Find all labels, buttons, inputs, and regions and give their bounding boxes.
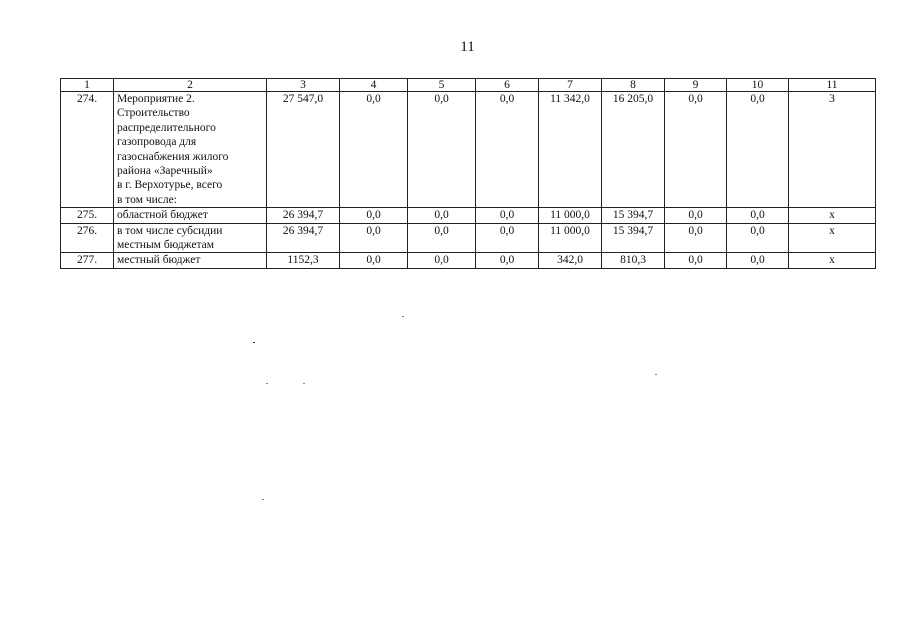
description-line: местный бюджет bbox=[117, 254, 201, 267]
column-header: 5 bbox=[408, 79, 476, 92]
value-cell: 342,0 bbox=[539, 253, 602, 268]
value-cell: 0,0 bbox=[476, 92, 539, 208]
column-header: 2 bbox=[114, 79, 267, 92]
budget-table bbox=[60, 78, 876, 269]
value-cell: 26 394,7 bbox=[267, 208, 340, 223]
value-cell: 0,0 bbox=[408, 92, 476, 208]
table-row bbox=[61, 253, 876, 268]
description-line: в том числе: bbox=[117, 193, 177, 206]
value-cell: 0,0 bbox=[340, 223, 408, 253]
description-line: распределительного bbox=[117, 121, 216, 134]
description-line: областной бюджет bbox=[117, 209, 208, 222]
value-cell: 27 547,0 bbox=[267, 92, 340, 208]
scan-speck bbox=[655, 374, 657, 375]
description-line: района «Заречный» bbox=[117, 165, 213, 178]
row-description bbox=[114, 223, 267, 253]
column-header: 1 bbox=[61, 79, 114, 92]
row-number: 277. bbox=[61, 253, 114, 268]
value-cell: 0,0 bbox=[408, 253, 476, 268]
value-cell: х bbox=[789, 208, 876, 223]
row-description bbox=[114, 208, 267, 223]
value-cell: 0,0 bbox=[476, 208, 539, 223]
value-cell: 0,0 bbox=[340, 208, 408, 223]
value-cell: 0,0 bbox=[665, 92, 727, 208]
value-cell: 0,0 bbox=[665, 208, 727, 223]
description-line: местным бюджетам bbox=[117, 239, 214, 252]
description-line: в г. Верхотурье, всего bbox=[117, 179, 223, 192]
value-cell: 0,0 bbox=[408, 223, 476, 253]
value-cell: 0,0 bbox=[727, 253, 789, 268]
value-cell: 0,0 bbox=[727, 92, 789, 208]
table-row bbox=[61, 223, 876, 253]
value-cell: 3 bbox=[789, 92, 876, 208]
value-cell: 0,0 bbox=[727, 208, 789, 223]
value-cell: 1152,3 bbox=[267, 253, 340, 268]
value-cell: 26 394,7 bbox=[267, 223, 340, 253]
value-cell: 11 000,0 bbox=[539, 223, 602, 253]
value-cell: 0,0 bbox=[476, 253, 539, 268]
row-description bbox=[114, 253, 267, 268]
description-line: Мероприятие 2. bbox=[117, 93, 195, 105]
scan-speck bbox=[253, 342, 255, 343]
row-description bbox=[114, 92, 267, 208]
header-row bbox=[61, 79, 876, 92]
value-cell: 0,0 bbox=[727, 223, 789, 253]
scan-speck bbox=[262, 499, 264, 500]
column-header: 7 bbox=[539, 79, 602, 92]
description-line: Строительство bbox=[117, 107, 190, 120]
value-cell: 0,0 bbox=[340, 92, 408, 208]
description-line: газоснабжения жилого bbox=[117, 150, 229, 163]
description-line: в том числе субсидии bbox=[117, 224, 223, 237]
row-number: 274. bbox=[61, 92, 114, 208]
value-cell: 16 205,0 bbox=[602, 92, 665, 208]
page-number: 11 bbox=[460, 39, 475, 55]
value-cell: 11 342,0 bbox=[539, 92, 602, 208]
table-row bbox=[61, 208, 876, 223]
column-header: 9 bbox=[665, 79, 727, 92]
column-header: 11 bbox=[789, 79, 876, 92]
column-header: 3 bbox=[267, 79, 340, 92]
column-header: 6 bbox=[476, 79, 539, 92]
description-line: газопровода для bbox=[117, 136, 197, 149]
value-cell: х bbox=[789, 253, 876, 268]
scan-speck bbox=[402, 316, 404, 317]
value-cell: 0,0 bbox=[340, 253, 408, 268]
value-cell: 810,3 bbox=[602, 253, 665, 268]
value-cell: 0,0 bbox=[408, 208, 476, 223]
column-header: 8 bbox=[602, 79, 665, 92]
value-cell: 15 394,7 bbox=[602, 208, 665, 223]
scan-speck bbox=[266, 383, 268, 384]
column-header: 4 bbox=[340, 79, 408, 92]
value-cell: х bbox=[789, 223, 876, 253]
scan-speck bbox=[303, 383, 305, 384]
table-row bbox=[61, 92, 876, 208]
column-header: 10 bbox=[727, 79, 789, 92]
row-number: 276. bbox=[61, 223, 114, 253]
row-number: 275. bbox=[61, 208, 114, 223]
value-cell: 0,0 bbox=[476, 223, 539, 253]
value-cell: 15 394,7 bbox=[602, 223, 665, 253]
value-cell: 0,0 bbox=[665, 223, 727, 253]
value-cell: 0,0 bbox=[665, 253, 727, 268]
value-cell: 11 000,0 bbox=[539, 208, 602, 223]
